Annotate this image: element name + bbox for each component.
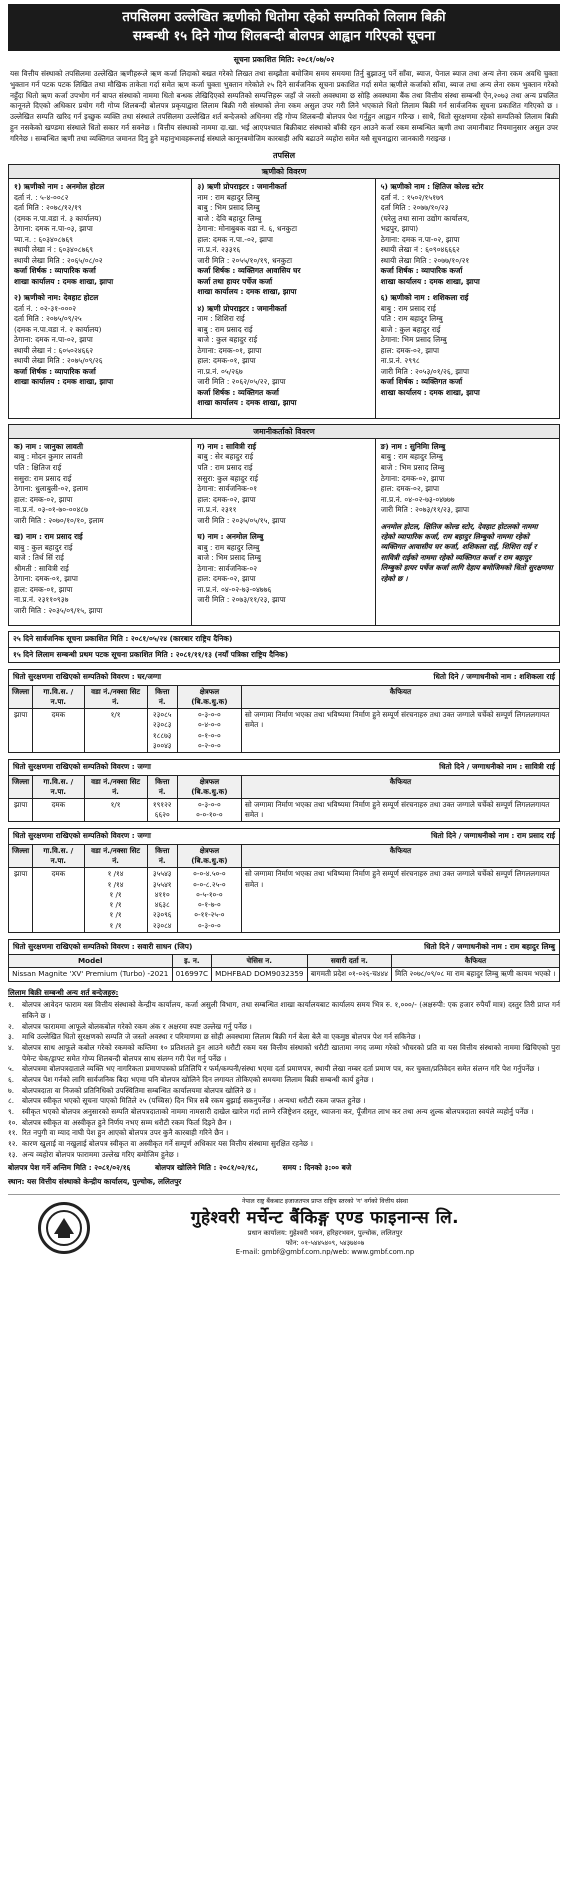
borrower-loan-info: शाखा कार्यालय : दमक शाखा, झापा [380, 276, 480, 286]
guarantor-detail: बाबु : मोदन कुमार लावती [14, 452, 83, 462]
borrower-detail: ठेगाना: दमक न.पा-०३, झापा [14, 224, 93, 234]
guarantor-detail: जारी मिति : २०७३/११/२३, झापा [380, 505, 470, 515]
borrower-block [197, 182, 369, 298]
property-type: धितो सुरक्षणमा राखिएको सम्पतिको विवरण : सवारी साधन (जिप) [13, 941, 193, 951]
column-header: क्षेत्रफल (बि.क.धु.क) [177, 845, 241, 868]
company-logo-icon [38, 1202, 90, 1254]
borrower-detail: स्थायी लेखा नं : ६०५०२४६६२ [14, 345, 94, 355]
borrower-detail: हाल: दमक न.पा.-०२, झापा [197, 234, 273, 244]
column-header: क्षेत्रफल (बि.क.धु.क) [177, 776, 241, 799]
guarantor-block [381, 442, 554, 516]
company-phone: फोन: ०१-५४४५४०९, ५४३७४०७ [285, 1238, 365, 1247]
property-caption [9, 829, 559, 845]
borrower-detail: स्थायी लेखा मिति : २०७५/०९/२६ [14, 356, 103, 366]
ward-value: १ /१ [109, 920, 122, 930]
ward-value: १ /१ [109, 900, 122, 910]
borrower-detail: (घरेलु तथा साना उद्योग कार्यालय, [380, 213, 470, 223]
property-table [9, 686, 559, 752]
guarantor-detail: ठेगाना: सार्वजनिक-०१ [197, 484, 258, 494]
plot-number: २३०९६ [152, 910, 172, 920]
guarantor-detail: हाल: दमक-०२, झापा [380, 484, 440, 494]
borrower-name: ३) ऋणी प्रोपराइटर : जमानीकर्ता [197, 182, 287, 192]
registration-number: बागमती प्रदेश ०१-०२६-च४४४ [307, 968, 391, 981]
area-cell [177, 868, 241, 932]
guarantor-detail: ना.प्र.नं. ०४-०२-७३-०४७७७ [380, 494, 455, 504]
borrower-detail: (दमक न.पा.वडा नं. ३ कार्यालय) [14, 213, 102, 223]
area-value: ०-०-४.५०-० [193, 869, 226, 879]
area-value: ०-३-०-० [198, 710, 221, 720]
term-number: १०. [8, 1117, 18, 1127]
auction-terms [8, 988, 560, 1188]
borrower-loan-info: शाखा कार्यालय : दमक शाखा, झापा [197, 287, 297, 297]
borrower-detail: ठेगाना: दमक न.पा-०२, झापा [380, 234, 460, 244]
term-number: २. [8, 1021, 15, 1031]
property-owner: धितो दिने / जग्गाधनीको नाम : सावित्री राई [439, 762, 555, 772]
guarantor-detail: ससुरा: कुल बहादुर राई [197, 473, 259, 483]
term-number: १३. [8, 1149, 18, 1159]
term-item [8, 1107, 560, 1118]
plot-number: ४११० [154, 889, 170, 899]
property-table [9, 845, 559, 932]
guarantor-detail: बाबु : कुल बहादुर राई [14, 542, 73, 552]
collateral-property [8, 759, 560, 822]
borrower-detail: प्या.न. : ६०३४०८७६९ [14, 234, 74, 244]
table-row [9, 868, 559, 932]
remark-cell: मिति २०७८/०९/०८ मा राम बहादुर लिम्बु ऋणी कायम भएको । [392, 968, 559, 981]
table-header-row [9, 776, 559, 799]
term-text: बोलपत्र स्वीकृत वा अस्वीकृत हुने निर्णय नभए सम्म धरौटी रकम फिर्ता दिइने छैन । [22, 1117, 232, 1127]
ward-value: १ /१४ [107, 869, 124, 879]
area-value: ०-५-१०-० [196, 889, 223, 899]
borrower-detail: बाजे : कुल बहादुर राई [197, 335, 258, 345]
guarantor-name: ख) नाम : राम प्रसाद राई [14, 532, 83, 542]
ward-cell: १/१ [84, 799, 147, 822]
guarantor-detail: हाल: दमक-०१, झापा [14, 584, 73, 594]
borrower-block [14, 182, 186, 287]
property-owner: धितो दिने / जग्गाधनीको नाम : शशिकला राई [433, 672, 555, 682]
borrower-detail: स्थायी लेखा नं : ६०९०४६६६२ [380, 245, 460, 255]
term-item [8, 1128, 560, 1139]
property-caption [9, 760, 559, 776]
guarantor-detail: ससुरा: राम प्रसाद राई [14, 473, 72, 483]
term-item [8, 1118, 560, 1129]
schedule-title: तपसिल [272, 150, 295, 160]
borrower-detail: दर्ता मिति : २०७५/०९/२५ [14, 314, 82, 324]
company-address: प्रधान कार्यालय: गुहेश्वरी भवन, हरिहरभवन, पुल्चोक, ललितपुर [247, 1228, 403, 1237]
term-item [8, 1000, 560, 1021]
term-item [8, 1064, 560, 1075]
company-name: गुहेश्वरी मर्चेन्ट बैंकिङ्ग एण्ड फाइनान्स लि. [190, 1207, 460, 1228]
ward-value: १ /१ [109, 889, 122, 899]
column-header: Model [9, 955, 172, 968]
borrower-detail: नाम : राम बहादुर लिम्बु [197, 192, 260, 202]
borrower-detail: ठेगाना: दमक-०१, झापा [197, 345, 262, 355]
column-header: वडा नं./नक्सा सिट नं. [84, 776, 147, 799]
property-table [9, 955, 559, 980]
borrower-detail: जारी मिति : २०५३/०१/२६, झापा [380, 366, 470, 376]
column-header: कैफियत [241, 686, 559, 709]
guarantor-section [8, 424, 560, 626]
borrower-loan-info: कर्जा तथा हायर पर्चेज कर्जा [197, 276, 273, 286]
term-text: रित नपुगी वा म्याद नाघी पेश हुन आएको बोलपत्र उपर कुनै कारबाही गरिने छैन । [22, 1128, 229, 1138]
table-row [9, 968, 559, 981]
guarantor-detail: जारी मिति : २०७३/११/२३, झापा [197, 595, 286, 605]
plot-number-cell [147, 709, 177, 752]
bid-opening-time: समय : दिनको ३:०० बजे [282, 1163, 352, 1173]
municipality-cell: दमक [33, 799, 84, 822]
term-item [8, 1032, 560, 1043]
column-header: इ. न. [172, 955, 212, 968]
municipality-cell: दमक [33, 709, 84, 752]
borrower-column-3 [376, 179, 559, 418]
intro-paragraph: यस वित्तीय संस्थाको तपसिलमा उल्लेखित ऋणीहरूले ऋण कर्जा लिदाको बखत गरेको लिखत तथा सम्झौता बमोजिम समय समयमा तिर्नु बुझाउनु पर्ने साँवा, ब्याज, पेनाल ब्याज तथा अन्य लेना रकम अवधि चुक्ता भुक्तान गर्न पटक पटक लिखित तथा मौखिक ताकेता गर्दा समेत ऋण कर्जा चुक्ता भुक्तान गरेकोले २५ दिने सार्वजनिक सूचना प्रकाशित गर्दा समेत ऋणीले कर्जाको साँवा, ब्याज तथा अन्य लेना रकम भुक्तान गरेको नहुँदा धितो ऋण कर्जा उपभोग गर्न बापत संस्थाको नाममा धितो बन्धक लेखिदिएको सम्पतिको सम्पत्तिहरू जहाँ जे जस्तो अवस्थामा छ सोहि अवस्थामा बैंक तथा वित्तीय संस्था सम्बन्धी ऐन,२०७३ तथा अन्य प्रचलित कानूनले दिएको अधिकार प्रयोग गरी गोप्य शिलबन्दी बोलपत्र प्रकृयाद्वारा लिलाम बिक्री गरी संस्थाको लेना रकम असुल उपर गरी लिने भएकाले धितो लिलाम बिक्री गर्न सार्वजनिक सूचना प्रकाशित गरिएको छ । उल्लेखित सम्पति खरिद गर्न इच्छुक व्यक्ति तथा संस्थाले तपसिलमा उल्लेखित शर्त बन्देजको अधिनमा रहि गोप्य शिलबन्दी बोलपत्र पेश गर्नुहुन आह्वान गरिन्छ । साथै, धितो सुरक्षणमा रहेको सम्पतिको लिलाम बिक्री हुन नसकेको खण्डमा संस्थाले धितो सकार गर्न सक्नेछ । वित्तीय संस्थाको नाममा दा.खा. भई आएपश्चात बिक्रीबाट संस्थाको बाँकी रहन आउने कर्जा रकम सम्बन्धित ऋणी तथा जमानीबाट नियमानुसार असुल उपर गरिनेछ । सम्बन्धित ऋणी तथा व्यक्तिगत जमानत दिनु हुने महानुभावहरूलाई संस्थाले कानूनबमोजिम कारबाही अघि बढाउने व्यहोरा समेत यसै सूचनाद्वारा जानकारी गराइन्छ । [10, 69, 558, 143]
ward-cell [84, 868, 147, 932]
table-header-row [9, 686, 559, 709]
ward-value: १ /१४ [107, 879, 124, 889]
borrower-detail: ना.प्र.नं. २९९८ [380, 356, 420, 366]
property-owner: धितो दिने / जग्गाधनीको नाम : राम प्रसाद राई [431, 831, 555, 841]
borrower-heading: ऋणीको विवरण [9, 165, 559, 179]
borrower-detail: दर्ता मिति : २०७७/१०/२३ [380, 203, 449, 213]
borrower-loan-info: कर्जा शिर्षक : व्यापारिक कर्जा [380, 266, 463, 276]
area-cell [177, 799, 241, 822]
company-tagline: नेपाल राष्ट्र बैंकबाट इजाजतपत्र प्राप्त राष्ट्रिय स्तरको 'ग' वर्गको वित्तीय संस्था [242, 1198, 408, 1206]
guarantor-detail: जारी मिति : २०३५/०५/१५, झापा [197, 515, 286, 525]
column-header: जिल्ला [9, 776, 33, 799]
term-text: बोलपत्र फाराममा आफूले बोलकबोल गरेको रकम अंक र अक्षरमा स्पष्ट उल्लेख गर्नु पर्नेछ । [22, 1021, 252, 1031]
term-text: बोलपत्रमा बोलपत्रदाताले व्यक्ति भए नागरिकता प्रमाणपत्रको प्रतिलिपि र फर्म/कम्पनी/संस्था भएमा दर्ता प्रमाणपत्र, स्थायी लेखा नम्बर दर्ता प्रमाण पत्र, कर चुक्ता/प्रतिवेदन समेत संलग्न गरि पेश गर्नुपर्नेछ । [22, 1064, 540, 1074]
headline-line-2: सम्बन्धी १५ दिने गोप्य शिलबन्दी बोलपत्र आह्वान गरिएको सूचना [132, 29, 436, 45]
table-row [9, 799, 559, 822]
borrower-loan-info: कर्जा शिर्षक : व्यक्तिगत कर्जा [197, 387, 279, 397]
guarantor-detail: हाल: दमक-०२, झापा [197, 494, 256, 504]
plot-number: १८८७३ [152, 730, 172, 740]
term-text: बोलपत्र साथ आफूले कबोल गरेको रकमको कम्तिमा १० प्रतिशतले हुन आउने धरौटी रकम यस वित्तीय संस्थाको धरौटी खातामा नगद जम्मा गरेको भौचरको प्रति वा यस वित्तीय संस्थाको नाममा खिचिएको पुरा पेमेन्ट चेक/ड्राफ्ट समेत गोप्य शिलबन्दी बोलपत्र साथ संलग्न गरी पेश गर्नु पर्नेछ । [22, 1042, 560, 1063]
column-header: गा.वि.स. /न.पा. [33, 845, 84, 868]
plot-number: २३०८३ [152, 720, 172, 730]
column-header: कित्ता नं. [147, 845, 177, 868]
property-caption [9, 670, 559, 686]
borrower-section [8, 164, 560, 419]
borrower-detail: जारी मिति : २०५५/१०/१९, धनकुटा [197, 255, 293, 265]
term-number: ३. [8, 1032, 15, 1042]
company-email: E-mail: gmbf@gmbf.com.np/web: www.gmbf.com.np [235, 1248, 415, 1257]
borrower-detail: बाबु : राम प्रसाद राई [380, 303, 436, 313]
borrower-detail: ठेगाना: दमक न.पा-०२, झापा [14, 335, 93, 345]
term-item [8, 1096, 560, 1107]
borrower-detail: हाल: दमक-०१, झापा [197, 356, 256, 366]
term-item [8, 1150, 560, 1161]
borrower-name: २) ऋणीको नाम: देवहाट होटल [14, 293, 99, 303]
terms-title: लिलाम बिक्री सम्बन्धी अन्य शर्त बन्देजहरु: [8, 987, 119, 997]
remark-cell: सो जग्गामा निर्माण भएका तथा भविष्यमा निर्माण हुने सम्पूर्ण संरचनाहरु तथा उक्त जग्गाले चर्चेको सम्पूर्ण लिगललगायत समेत । [241, 709, 559, 752]
plot-number: ६६२० [154, 810, 170, 820]
area-value: ०-१-७-० [198, 900, 221, 910]
borrower-loan-info: कर्जा शिर्षक : व्यक्तिगत कर्जा [380, 377, 463, 387]
area-value: ०-०-८.२५-० [193, 879, 226, 889]
borrower-name: ४) ऋणी प्रोपराइटर : जमानीकर्ता [197, 303, 287, 313]
guarantor-block [14, 532, 186, 616]
column-header: कित्ता नं. [147, 776, 177, 799]
plot-number: २३०८४ [152, 920, 172, 930]
borrower-detail: दर्ता नं. : १५०२/१५१७९ [380, 192, 444, 202]
term-number: १. [8, 1000, 15, 1010]
guarantor-detail: ठेगाना: दमक-०२, झापा [380, 473, 445, 483]
term-number: १२. [8, 1138, 18, 1148]
collateral-property [8, 828, 560, 932]
bid-deadline: बोलपत्र पेश गर्ने अन्तिम मिति : २०८१/०२/१६ [8, 1163, 131, 1173]
district-cell: झापा [9, 799, 33, 822]
borrower-detail: (दमक न.पा.वडा नं. २ कार्यालय) [14, 324, 102, 334]
area-cell [177, 709, 241, 752]
borrower-detail: बाबु : भिम प्रसाद लिम्बु [197, 203, 260, 213]
plot-number: २३०८५ [152, 710, 172, 720]
borrower-detail: स्थायी लेखा नं : ६०३४०८७६९ [14, 245, 94, 255]
borrower-column-1 [9, 179, 192, 418]
engine-number: 016997C [172, 968, 212, 981]
term-text: कारण खुलाई वा नखुलाई बोलपत्र स्वीकृत वा अस्वीकृत गर्ने सम्पूर्ण अधिकार यस वित्तीय संस्थामा सुरक्षित रहनेछ । [22, 1138, 313, 1148]
guarantor-detail: श्रीमती : सावित्री राई [14, 563, 69, 573]
guarantor-block [14, 442, 186, 526]
area-value: ०-०-१०-० [196, 810, 223, 820]
column-header: वडा नं./नक्सा सिट नं. [84, 686, 147, 709]
column-header: कित्ता नं. [147, 686, 177, 709]
borrower-loan-info: शाखा कार्यालय : दमक शाखा, झापा [197, 398, 297, 408]
collateral-note: अनमोल होटल, क्षितिज कोल्ड स्टोर, देवहाट होटलको नाममा रहेको व्यापारिक कर्जा, राम बहादुर लिम्बुको नाममा रहेको व्यक्तिगत आवासीय घर कर्जा, शशिकला राई, शिशिरा राई र सावित्री राईको नाममा रहेको व्यक्तिगत कर्जा र राम बहादुर लिम्बुको हायर पर्चेज कर्जा लागि देहाय बमोजिमको धितो सुरक्षणमा रहेको छ । [380, 521, 553, 583]
guarantor-detail: बाजे : भिम प्रसाद लिम्बु [380, 462, 445, 472]
column-header: सवारी दर्ता न. [307, 955, 391, 968]
guarantor-detail: बाबु : राम बहादुर लिम्बु [197, 542, 260, 552]
guarantor-detail: ठेगाना: धुलाबुली-०२, इलाम [14, 484, 88, 494]
company-info [90, 1198, 560, 1258]
ward-cell: १/१ [84, 709, 147, 752]
guarantor-detail: जारी मिति : २०७०/१०/१०, इलाम [14, 515, 104, 525]
borrower-loan-info: कर्जा शिर्षक : व्यापारिक कर्जा [14, 366, 96, 376]
borrower-detail: स्थायी लेखा मिति : २०६५/०८/०२ [14, 255, 103, 265]
district-cell: झापा [9, 868, 33, 932]
plot-number-cell [147, 799, 177, 822]
borrower-detail: स्थायी लेखा मिति : २०७७/१०/२१ [380, 255, 470, 265]
column-header: जिल्ला [9, 686, 33, 709]
property-caption [9, 940, 559, 956]
guarantor-detail: बाजे : भिम प्रसाद लिम्बु [197, 553, 261, 563]
guarantor-column-3 [376, 439, 559, 625]
term-number: ४. [8, 1042, 15, 1052]
borrower-detail: ठेगाना: भिम प्रसाद लिम्बु [380, 335, 447, 345]
area-value: ०-३-०-० [198, 800, 221, 810]
term-number: ६. [8, 1074, 15, 1084]
borrower-detail: बाबु : राम प्रसाद राई [197, 324, 253, 334]
term-text: स्वीकृत भएको बोलपत्र अनुसारको सम्पति बोलपत्रदाताको नाममा नामसारी दाखेल खारेज गर्दा लाग्ने रजिष्ट्रेशन दस्तुर, ध्याजना कर, पूँजीगत लाभ कर तथा अन्य शुल्क बोलपत्रदाता स्वयंले व्यहोर्नु पर्नेछ । [22, 1106, 534, 1116]
table-header-row [9, 955, 559, 968]
guarantor-column-2 [192, 439, 375, 625]
term-item [8, 1086, 560, 1097]
column-header: चेसिस न. [212, 955, 308, 968]
column-header: कैफियत [392, 955, 559, 968]
term-text: बोलपत्र पेश गर्नको लागि सार्वजनिक बिदा भएमा पनि बोलपत्र खोलिने दिन लगायत तोकिएको समयमा लिलाम बिक्री सम्बन्धी कार्य हुनेछ । [22, 1074, 374, 1084]
borrower-loan-info: शाखा कार्यालय : दमक शाखा, झापा [14, 276, 114, 286]
property-table [9, 776, 559, 822]
guarantor-detail: ना.प्र.नं. २३११०९३७ [14, 595, 69, 605]
column-header: गा.वि.स. /न.पा. [33, 686, 84, 709]
borrower-name: १) ऋणीको नाम : अनमोल होटल [14, 182, 105, 192]
notice-date-line-1: २५ दिने सार्वजनिक सूचना प्रकाशित मिति : २०८१/०५/२४ (कारबार राष्ट्रिय दैनिक) [8, 631, 560, 648]
term-item [8, 1075, 560, 1086]
guarantor-detail: ठेगाना: दमक-०१, झापा [14, 574, 78, 584]
term-text: बोलपत्रदाता वा निजको प्रतिनिधिको उपस्थितिमा सम्बन्धित कार्यालयमा बोलपत्र खोलिने छ । [22, 1085, 257, 1095]
column-header: क्षेत्रफल (बि.क.धु.क) [177, 686, 241, 709]
guarantor-block [197, 532, 369, 606]
district-cell: झापा [9, 709, 33, 752]
term-text: बोलपत्र स्वीकृत भएको सूचना पाएको मितिले २५ (पच्चिस) दिन भित्र सबै रकम बुझाई सकनुपर्नेछ । अन्यथा धरौटी रकम जफत हुनेछ । [22, 1096, 366, 1106]
borrower-loan-info: शाखा कार्यालय : दमक शाखा, झापा [380, 387, 480, 397]
term-item [8, 1022, 560, 1033]
column-header: कैफियत [241, 776, 559, 799]
borrower-detail: हाल: दमक-०२, झापा [380, 345, 440, 355]
property-type: धितो सुरक्षणमा राखिएको सम्पतिको विवरण : घर/जग्गा [13, 672, 162, 682]
borrower-name: ५) ऋणीको नाम : क्षितिज कोल्ड स्टोर [380, 182, 484, 192]
term-item [8, 1043, 560, 1064]
area-value: ०-२-०-० [198, 740, 221, 750]
guarantor-detail: ना.प्र.नं. २३११ [197, 505, 237, 515]
collateral-property-list [8, 669, 560, 981]
area-value: ०-४-०-० [198, 720, 221, 730]
borrower-detail: भद्रपुर, झापा) [380, 224, 419, 234]
guarantor-detail: हाल: दमक-०२, झापा [14, 494, 73, 504]
guarantor-name: ङ) नाम : सुनिमिा लिम्बु [380, 441, 446, 451]
property-type: धितो सुरक्षणमा राखिएको सम्पतिको विवरण : जग्गा [13, 762, 151, 772]
remark-cell: सो जग्गामा निर्माण भएका तथा भविष्यमा निर्माण हुने सम्पूर्ण संरचनाहरु तथा उक्त जग्गाले चर्चेको सम्पूर्ण लिगललगायत समेत । [241, 868, 559, 932]
guarantor-detail: बाबु : सेर बहादुर राई [197, 452, 254, 462]
bid-opening-date: बोलपत्र खोलिने मिति : २०८१/०२/१८, [154, 1163, 259, 1173]
term-number: ११. [8, 1128, 18, 1138]
borrower-detail: दर्ता नं. : ०२-३१-०००२ [14, 303, 77, 313]
guarantor-detail: ना.प्र.नं. ०३-०१-७०-००४८७ [14, 505, 88, 515]
notice-date-line-2: १५ दिने लिलाम सम्बन्धी प्रथम पटक सूचना प्रकाशित मिति : २०८१/११/१३ (नयाँ पत्रिका राष्ट्रिय दैनिक) [8, 648, 560, 664]
area-value: ०-१-०-० [198, 730, 221, 740]
borrower-loan-info: कर्जा शिर्षक : व्यक्तिगत आवासिय घर [197, 266, 301, 276]
column-header: गा.वि.स. /न.पा. [33, 776, 84, 799]
column-header: कैफियत [241, 845, 559, 868]
guarantor-name: क) नाम : जानुका लावती [14, 441, 83, 451]
terms-list [8, 1000, 560, 1160]
term-text: बोलपत्र आवेदन फाराम यस वित्तीय संस्थाको केन्द्रीय कार्यालय, कर्जा असुली विभाग, तथा सम्बन्धित शाखा कार्यालयबाट कार्यालय समय भित्र रु. १,०००/- (अक्षरुपी: एक हजार रुपैयाँ मात्र) दस्तुर तिरी प्राप्त गर्न सकिने छ । [22, 1000, 560, 1020]
collateral-property [8, 939, 560, 982]
borrower-block [381, 293, 554, 398]
term-item [8, 1139, 560, 1150]
property-type: धितो सुरक्षणमा राखिएको सम्पतिको विवरण : जग्गा [13, 831, 151, 841]
borrower-detail: जारी मिति : २०६२/०५/२२, झापा [197, 377, 286, 387]
plot-number-cell [147, 868, 177, 932]
plot-number: ३५५४१ [152, 879, 172, 889]
bid-dates-line-1 [8, 1163, 560, 1174]
term-number: ८. [8, 1096, 15, 1106]
borrower-loan-info: शाखा कार्यालय : दमक शाखा, झापा [14, 377, 114, 387]
chassis-number: MDHFBAD DOM9032359 [212, 968, 308, 981]
area-value: ०-३-०-० [198, 920, 221, 930]
borrower-detail: ना.प्र.नं. २३३१६ [197, 245, 241, 255]
term-text: अन्य व्यहोरा बोलपत्र फाराममा उल्लेख गरिए बमोजिम हुनेछ । [22, 1149, 179, 1159]
borrower-detail: दर्ता नं. : ५-४-००८२ [14, 192, 69, 202]
guarantor-detail: हाल: दमक-०२, झापा [197, 574, 256, 584]
borrower-detail: ठेगाना: मोनाबुबक वडा नं. ६, धनकुटा [197, 224, 297, 234]
vehicle-model: Nissan Magnite 'XV' Premium (Turbo) -2021 [9, 968, 172, 981]
table-header-row [9, 845, 559, 868]
borrower-detail: ना.प्र.नं. ०५/२६७ [197, 366, 243, 376]
column-header: वडा नं./नक्सा सिट नं. [84, 845, 147, 868]
area-value: ०-११-२५-० [194, 910, 225, 920]
guarantor-heading: जमानीकर्ताको विवरण [9, 425, 559, 439]
borrower-name: ६) ऋणीको नाम : शशिकला राई [380, 293, 469, 303]
borrower-block [381, 182, 554, 287]
term-number: ९. [8, 1106, 15, 1116]
guarantor-detail: जारी मिति : २०३५/०९/१५, झापा [14, 605, 103, 615]
borrower-detail: नाम : शिशिरा राई [197, 314, 245, 324]
table-row [9, 709, 559, 752]
column-header: जिल्ला [9, 845, 33, 868]
guarantor-detail: ना.प्र.नं. ०४-०२-७३-०४७७६ [197, 584, 272, 594]
borrower-block [14, 293, 186, 388]
plot-number: ३००४३ [152, 740, 172, 750]
remark-cell: सो जग्गामा निर्माण भएका तथा भविष्यमा निर्माण हुने सम्पूर्ण संरचनाहरु तथा उक्त जग्गाले चर्चेको सम्पूर्ण लिगललगायत समेत । [241, 799, 559, 822]
borrower-block [197, 304, 369, 409]
term-number: ५. [8, 1064, 15, 1074]
term-text: माथि उल्लेखित धितो सुरक्षणको सम्पति जे जस्तो अवस्था र परिमाणमा छ सोही अवस्थामा लिलाम बिक्री गर्न बेला बेलै वा एकमुष्ठ बोलपत्र पेश गर्न सकिनेछ । [22, 1032, 421, 1042]
publish-date: सूचना प्रकाशित मिति: २०८१/०७/०२ [233, 55, 335, 65]
property-owner: धितो दिने / जग्गाधनीको नाम : राम बहादुर लिम्बु [424, 941, 555, 951]
bid-venue: स्थान: यस वित्तीय संस्थाको केन्द्रीय कार्यालय, पुल्चोक, ललितपुर [8, 1177, 182, 1187]
guarantor-block [197, 442, 369, 526]
term-number: ७. [8, 1085, 15, 1095]
guarantor-name: ग) नाम : सावित्री राई [197, 441, 257, 451]
borrower-detail: पति : राम बहादुर लिम्बु [380, 314, 443, 324]
borrower-detail: बाजे : कुल बहादुर राई [380, 324, 441, 334]
notice-headline [8, 4, 560, 51]
guarantor-detail: बाजे : तिर्थ सिं राई [14, 553, 64, 563]
headline-line-1: तपसिलमा उल्लेखित ऋणीको धितोमा रहेको सम्पतिको लिलाम बिक्री [122, 10, 446, 25]
plot-number: ४६३८ [154, 900, 170, 910]
guarantor-detail: पति : राम प्रसाद राई [197, 462, 253, 472]
guarantor-detail: बाबु : राम बहादुर लिम्बु [380, 452, 443, 462]
company-footer [8, 1194, 560, 1258]
guarantor-name: घ) नाम : अनमोल लिम्बु [197, 532, 264, 542]
borrower-column-2 [192, 179, 375, 418]
guarantor-detail: पति : क्षितिज राई [14, 462, 62, 472]
borrower-loan-info: कर्जा शिर्षक : व्यापारिक कर्जा [14, 266, 96, 276]
borrower-detail: दर्ता मिति : २०७८/१२/१९ [14, 203, 82, 213]
municipality-cell: दमक [33, 868, 84, 932]
guarantor-column-1 [9, 439, 192, 625]
ward-value: १ /१ [109, 910, 122, 920]
plot-number: १९१२२ [152, 800, 172, 810]
guarantor-detail: ठेगाना: सार्वजनिक-०२ [197, 563, 258, 573]
plot-number: ३५५४३ [152, 869, 172, 879]
collateral-property [8, 669, 560, 753]
borrower-detail: बाजे : देवि बहादुर लिम्बु [197, 213, 262, 223]
